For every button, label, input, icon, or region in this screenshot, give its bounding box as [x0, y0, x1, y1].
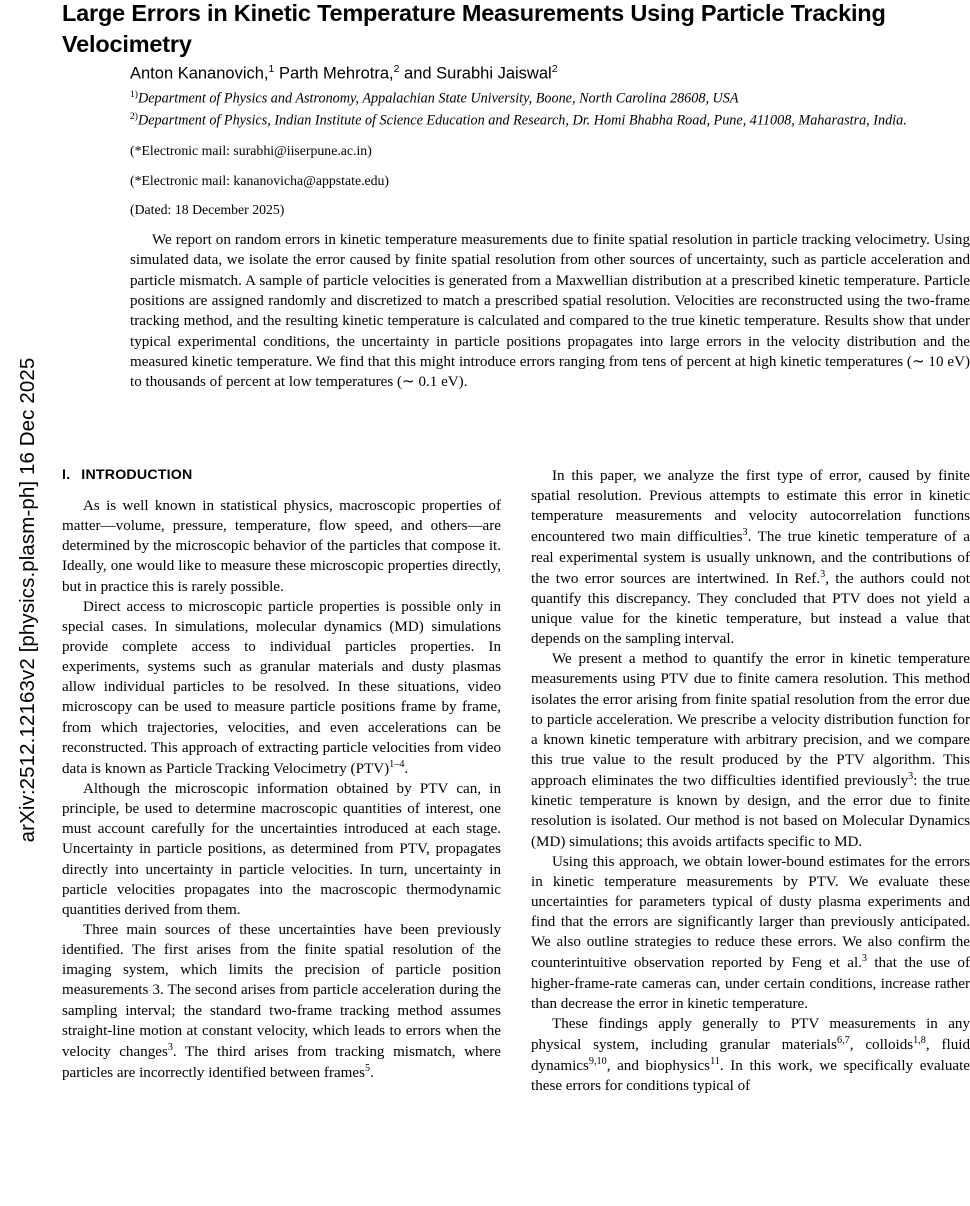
body-columns: [62, 466, 970, 1206]
author-line-1: Anton Kananovich,: [130, 64, 269, 83]
paragraph: Using this approach, we obtain lower-bound estimates for the errors in kinetic temperature measurements by PTV. We evaluate these uncertainties for parameters typical of dusty plasma experiments and find that the errors are significantly larger than previously anticipated. We also outline strategies to reduce these errors. We also confirm the counterintuitive observation reported by Feng et al.$^3$ that the use of higher-frame-rate cameras can, under certain conditions, increase rather than decrease the error in kinetic temperature.: [531, 853, 970, 1012]
paragraph: Although the microscopic information obtained by PTV can, in principle, be used to determine macroscopic quantities of interest, one must account carefully for the uncertainties introduced at each stage. Uncertainty in particle positions, as determined from PTV, propagates directly into uncertainty in particle velocities. In turn, uncertainty in particle velocities propagates into the macroscopic thermodynamic quantities derived from them.: [62, 780, 501, 918]
email-line-1: (*Electronic mail: surabhi@iiserpune.ac.in): [130, 143, 372, 159]
affiliation-2-marker: 2): [130, 111, 138, 123]
email-line-2: (*Electronic mail: kananovicha@appstate.edu): [130, 172, 390, 188]
paragraph: As is well known in statistical physics, macroscopic properties of matter—volume, pressure, temperature, flow speed, and others—are determined by the microscopic behavior of the particles that compose it. Ideally, one would like to measure these microscopic properties directly, but in practice this is rarely possible.: [62, 497, 501, 595]
page-title: Large Errors in Kinetic Temperature Measurements Using Particle Tracking Velocimetry: [62, 0, 886, 57]
section-heading-introduction: [62, 466, 501, 485]
paragraph: These findings apply generally to PTV measurements in any physical system, including granular materials$^{6,7}$, colloids$^{1,8}$, fluid dynamics$^{9,10}$, and biophysics$^{11}$. In this work, we specifically evaluate these errors for conditions typical of: [531, 1015, 970, 1095]
arxiv-stamp: [0, 0, 58, 1200]
paragraph: Direct access to microscopic particle properties is possible only in special cases. In simulations, molecular dynamics (MD) simulations provide complete access to individual particles properties. In experiments, systems such as granular materials and dusty plasmas allow individual particles to be resolved. In these situations, video microscopy can be used to measure particle positions frame by frame, from which trajectories, velocities, and even accelerations can be reconstructed. This approach of extracting particle velocities from video data is known as Particle Tracking Velocimetry (PTV)$^{1-4}$.: [62, 598, 501, 777]
paragraph: In this paper, we analyze the first type of error, caused by finite spatial resolution. Previous attempts to estimate this error in kinetic temperature measurements and velocity autocorrelation functions encountered two main difficulties$^3$. The true kinetic temperature of a real experimental system is usually unknown, and the contributions of the two error sources are intertwined. In Ref.$^3$, the authors could not quantify this discrepancy. They concluded that PTV does not yield a unique value for the kinetic temperature, but instead a value that depends on the sampling interval.: [531, 468, 970, 648]
paragraph: Three main sources of these uncertainties have been previously identified. The first arises from the finite spatial resolution of the imaging system, which limits the precision of particle position measurements 3. The second arises from particle acceleration during the sampling interval; the standard two-frame tracking method assumes straight-line motion at constant velocity, which leads to errors when the velocity changes$^3$. The third arises from tracking mismatch, where particles are incorrectly identified between frames$^5$.: [62, 921, 501, 1081]
arxiv-stamp-text: arXiv:2512.12163v2 [physics.plasm-ph] 16 Dec 2025: [16, 357, 39, 843]
author-sup-2: 2: [393, 63, 400, 75]
paragraph: We present a method to quantify the error in kinetic temperature measurements using PTV due to finite camera resolution. This method isolates the error arising from finite spatial resolution from the error due to particle acceleration. We prescribe a velocity distribution function for a known kinetic temperature with arbitrary precision, and we compare this true value to the result produced by the PTV algorithm. This approach eliminates the two difficulties identified previously$^3$: the true kinetic temperature is known by design, and the error due to finite resolution is isolated. Our method is not based on Molecular Dynamics (MD) simulations; this avoids artifacts specific to MD.: [531, 651, 970, 850]
affiliation-2-text: Department of Physics, Indian Institute of Science Education and Research, Dr. Homi Bhabha Road, Pune, 411008, Maharastra, India.: [138, 112, 907, 129]
front-matter: [130, 62, 970, 392]
left-column: [62, 466, 501, 1206]
affiliation-1-text: Department of Physics and Astronomy, Appalachian State University, Boone, North Carolina 28608, USA: [138, 90, 739, 107]
section-title: INTRODUCTION: [81, 467, 193, 483]
affiliation-2: [130, 110, 970, 131]
paper-content: [62, 0, 970, 1200]
affiliation-1-marker: 1): [130, 88, 138, 100]
right-column: [531, 466, 970, 1206]
author-line-3: and Surabhi Jaiswal: [399, 64, 552, 83]
author-list: [130, 62, 970, 85]
author-sup-1: 1: [268, 63, 275, 75]
affiliation-1: [130, 88, 970, 109]
author-line-2: Parth Mehrotra,: [274, 64, 394, 83]
abstract-text: We report on random errors in kinetic temperature measurements due to finite spatial resolution in particle tracking velocimetry. Using simulated data, we isolate the error caused by finite spatial resolution from other sources of uncertainty, such as particle acceleration and particle mismatch. A sample of particle velocities is generated from a Maxwellian distribution at a prescribed kinetic temperature. Particle positions are assigned randomly and discretized to match a prescribed spatial resolution. Velocities are reconstructed using the two-frame tracking method, and the resulting kinetic temperature is calculated and compared to the true kinetic temperature. Results show that under typical experimental conditions, the uncertainty in particle positions propagates into large errors in the velocity distribution and the measured kinetic temperature. We find that this might introduce errors ranging from tens of percent at high kinetic temperatures (∼ 10 eV) to thousands of percent at low temperatures (∼ 0.1 eV).: [130, 232, 970, 391]
author-sup-3: 2: [551, 63, 558, 75]
section-number: I.: [62, 467, 71, 483]
date-line: (Dated: 18 December 2025): [130, 202, 285, 218]
